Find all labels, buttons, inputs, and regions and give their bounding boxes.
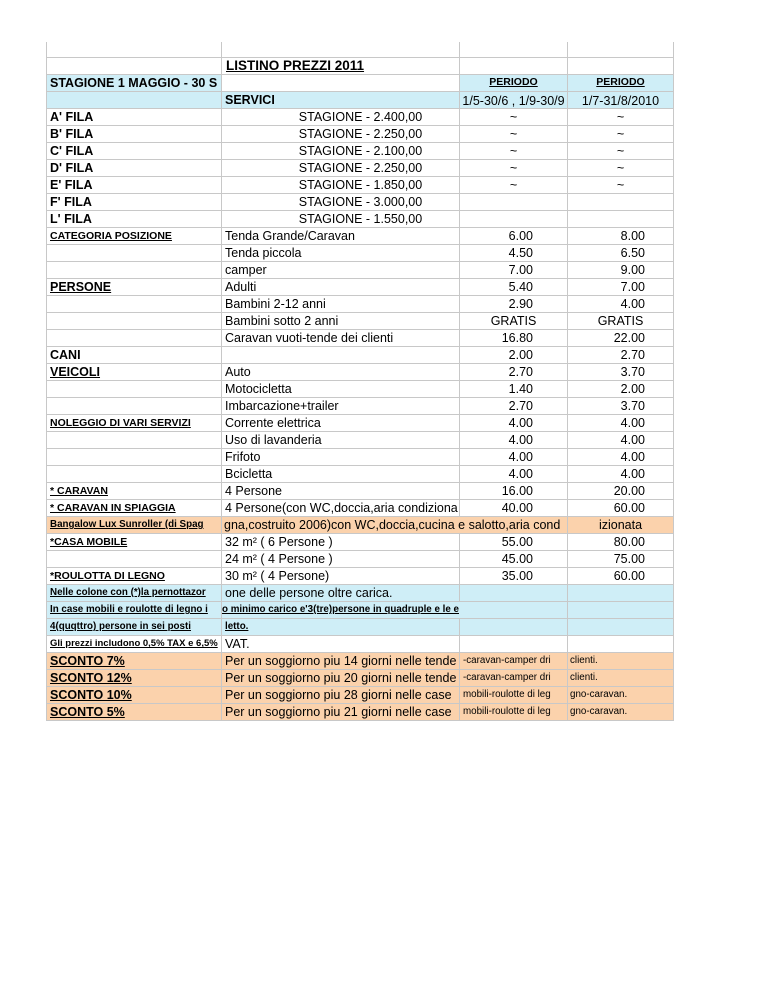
price-row [46, 500, 674, 517]
discount-text[interactable]: Per un soggiorno piu 21 giorni nelle case [222, 704, 460, 721]
row-service[interactable]: 24 m² ( 4 Persone ) [222, 551, 460, 568]
roulotta-row [46, 568, 674, 585]
cell[interactable] [46, 58, 222, 75]
discount-row [46, 687, 674, 704]
row-label[interactable] [46, 330, 222, 347]
row-service[interactable]: 4 Persone [222, 483, 460, 500]
season-header[interactable]: STAGIONE 1 MAGGIO - 30 S [46, 75, 222, 92]
roulotta-label[interactable]: *ROULOTTA DI LEGNO [46, 568, 222, 585]
price-period-1[interactable]: 1.40 [460, 381, 568, 398]
row-label[interactable]: B' FILA [46, 126, 222, 143]
price-period-2[interactable] [568, 211, 674, 228]
price-row [46, 143, 674, 160]
price-period-2[interactable]: 4.00 [568, 296, 674, 313]
row-label[interactable]: VEICOLI [46, 364, 222, 381]
price-row [46, 347, 674, 364]
row-label[interactable]: * CARAVAN IN SPIAGGIA [46, 500, 222, 517]
row-label[interactable] [46, 296, 222, 313]
discount-row [46, 670, 674, 687]
row-label[interactable]: * CARAVAN [46, 483, 222, 500]
price-period-2[interactable]: 4.00 [568, 449, 674, 466]
row-service[interactable]: STAGIONE - 2.250,00 [222, 126, 460, 143]
discount-text-end[interactable]: gno-caravan. [568, 704, 674, 721]
cell[interactable] [46, 42, 222, 58]
bungalow-description-end[interactable]: izionata [568, 517, 674, 534]
price-period-1[interactable]: ~ [460, 143, 568, 160]
row-label[interactable] [46, 449, 222, 466]
price-period-2[interactable]: 2.70 [568, 347, 674, 364]
note-label[interactable]: Nelle colone con (*)la pernottazor [46, 585, 222, 602]
row-service[interactable]: 4 Persone(con WC,doccia,aria condiziona [222, 500, 460, 517]
row-service[interactable]: STAGIONE - 3.000,00 [222, 194, 460, 211]
services-header[interactable]: SERVICI [222, 92, 460, 109]
cell[interactable] [460, 585, 568, 602]
price-period-2[interactable]: 8.00 [568, 228, 674, 245]
price-period-2[interactable]: 6.50 [568, 245, 674, 262]
row-label[interactable]: A' FILA [46, 109, 222, 126]
price-period-1[interactable]: 4.00 [460, 415, 568, 432]
price-row [46, 109, 674, 126]
row-service[interactable]: Caravan vuoti-tende dei clienti [222, 330, 460, 347]
cell[interactable] [460, 42, 568, 58]
bungalow-description-text: gna,costruito 2006)con WC,doccia,cucina e salotto,aria cond [224, 518, 561, 532]
note-text[interactable]: o minimo carico e'3(tre)persone in quadruple e le e [222, 602, 568, 619]
casa-mobile-row [46, 551, 674, 568]
note-label[interactable]: In case mobili e roulotte di legno i [46, 602, 222, 619]
row-label[interactable]: D' FILA [46, 160, 222, 177]
price-row [46, 262, 674, 279]
price-period-1[interactable]: 16.80 [460, 330, 568, 347]
casa-mobile-rows [46, 534, 674, 568]
row-label[interactable] [46, 398, 222, 415]
price-period-1[interactable]: GRATIS [460, 313, 568, 330]
price-period-2[interactable]: 22.00 [568, 330, 674, 347]
row-service[interactable] [222, 347, 460, 364]
discount-label[interactable]: SCONTO 7% [46, 653, 222, 670]
row-service[interactable]: Tenda Grande/Caravan [222, 228, 460, 245]
price-period-1[interactable]: 40.00 [460, 500, 568, 517]
discount-text-cont[interactable]: mobili-roulotte di leg [460, 704, 568, 721]
price-period-1[interactable]: 2.70 [460, 398, 568, 415]
row-service[interactable]: STAGIONE - 1.550,00 [222, 211, 460, 228]
price-period-1[interactable]: 2.90 [460, 296, 568, 313]
price-period-1[interactable]: 4.50 [460, 245, 568, 262]
row-label[interactable]: *CASA MOBILE [46, 534, 222, 551]
price-row [46, 483, 674, 500]
discount-text-cont[interactable]: -caravan-camper dri [460, 653, 568, 670]
price-row [46, 398, 674, 415]
price-row [46, 415, 674, 432]
bungalow-label[interactable]: Bangalow Lux Sunroller (di Spag [46, 517, 222, 534]
row-label[interactable] [46, 551, 222, 568]
row-service[interactable]: STAGIONE - 1.850,00 [222, 177, 460, 194]
note-text[interactable]: VAT. [222, 636, 460, 653]
season-row [46, 75, 674, 92]
cell[interactable] [460, 58, 568, 75]
row-label[interactable]: CANI [46, 347, 222, 364]
price-period-1[interactable]: ~ [460, 109, 568, 126]
discount-label[interactable]: SCONTO 12% [46, 670, 222, 687]
price-period-2[interactable]: 75.00 [568, 551, 674, 568]
bungalow-row [46, 517, 674, 534]
period-label-2[interactable]: PERIODO [568, 75, 674, 92]
price-period-2[interactable]: 9.00 [568, 262, 674, 279]
row-label[interactable]: CATEGORIA POSIZIONE [46, 228, 222, 245]
blank-row [46, 42, 674, 58]
row-label[interactable]: C' FILA [46, 143, 222, 160]
price-row [46, 449, 674, 466]
discount-row [46, 704, 674, 721]
price-row [46, 381, 674, 398]
cell[interactable] [460, 636, 568, 653]
row-service[interactable]: STAGIONE - 2.400,00 [222, 109, 460, 126]
row-service[interactable]: Uso di lavanderia [222, 432, 460, 449]
price-period-1[interactable]: ~ [460, 177, 568, 194]
bungalow-description[interactable] [222, 517, 568, 534]
discount-text-end[interactable]: clienti. [568, 653, 674, 670]
price-period-1[interactable] [460, 194, 568, 211]
note-row [46, 636, 674, 653]
row-service[interactable]: Tenda piccola [222, 245, 460, 262]
price-period-1[interactable] [460, 211, 568, 228]
price-row [46, 466, 674, 483]
price-row [46, 330, 674, 347]
discount-text[interactable]: Per un soggiorno piu 20 giorni nelle tende [222, 670, 460, 687]
row-label[interactable] [46, 381, 222, 398]
price-period-1[interactable]: 55.00 [460, 534, 568, 551]
price-period-2[interactable]: 80.00 [568, 534, 674, 551]
price-period-2[interactable]: 4.00 [568, 415, 674, 432]
cell[interactable] [46, 92, 222, 109]
cell[interactable] [568, 585, 674, 602]
title-row [46, 58, 674, 75]
price-period-1[interactable]: 4.00 [460, 449, 568, 466]
cell[interactable] [568, 58, 674, 75]
row-service[interactable]: Adulti [222, 279, 460, 296]
price-period-1[interactable]: 7.00 [460, 262, 568, 279]
discount-text-end[interactable]: gno-caravan. [568, 687, 674, 704]
note-label[interactable]: 4(quqttro) persone in sei posti [46, 619, 222, 636]
price-period-2[interactable]: 4.00 [568, 432, 674, 449]
discount-text-cont[interactable]: -caravan-camper dri [460, 670, 568, 687]
price-period-1[interactable]: 6.00 [460, 228, 568, 245]
price-row [46, 228, 674, 245]
row-service[interactable]: STAGIONE - 2.250,00 [222, 160, 460, 177]
row-label[interactable]: E' FILA [46, 177, 222, 194]
roulotta-price-1[interactable]: 35.00 [460, 568, 568, 585]
discount-row [46, 653, 674, 670]
price-period-1[interactable]: 45.00 [460, 551, 568, 568]
price-period-2[interactable]: ~ [568, 177, 674, 194]
discount-rows [46, 653, 674, 721]
period-label-1[interactable]: PERIODO [460, 75, 568, 92]
discount-text[interactable]: Per un soggiorno piu 14 giorni nelle tende [222, 653, 460, 670]
cell[interactable] [568, 619, 674, 636]
note-text[interactable]: one delle persone oltre carica. [222, 585, 460, 602]
price-list-sheet [46, 42, 674, 721]
discount-text[interactable]: Per un soggiorno piu 28 giorni nelle case [222, 687, 460, 704]
price-period-2[interactable]: 3.70 [568, 398, 674, 415]
row-label[interactable] [46, 466, 222, 483]
roulotta-desc[interactable]: 30 m² ( 4 Persone) [222, 568, 460, 585]
price-row [46, 194, 674, 211]
row-service[interactable]: Auto [222, 364, 460, 381]
price-row [46, 296, 674, 313]
price-period-2[interactable]: 7.00 [568, 279, 674, 296]
note-row [46, 619, 674, 636]
price-period-2[interactable]: 20.00 [568, 483, 674, 500]
price-period-2[interactable] [568, 194, 674, 211]
note-row [46, 602, 674, 619]
cell[interactable] [568, 636, 674, 653]
discount-text-end[interactable]: clienti. [568, 670, 674, 687]
row-label[interactable]: L' FILA [46, 211, 222, 228]
row-label[interactable] [46, 245, 222, 262]
note-row [46, 585, 674, 602]
discount-text-cont[interactable]: mobili-roulotte di leg [460, 687, 568, 704]
price-period-2[interactable]: ~ [568, 143, 674, 160]
row-service[interactable]: Imbarcazione+trailer [222, 398, 460, 415]
price-period-1[interactable]: 2.00 [460, 347, 568, 364]
price-period-1[interactable]: ~ [460, 126, 568, 143]
row-service[interactable]: Motocicletta [222, 381, 460, 398]
price-period-1[interactable]: 4.00 [460, 432, 568, 449]
row-label[interactable] [46, 313, 222, 330]
note-label[interactable]: Gli prezzi includono 0,5% TAX e 6,5% [46, 636, 222, 653]
row-service[interactable]: 32 m² ( 6 Persone ) [222, 534, 460, 551]
price-period-2[interactable]: 4.00 [568, 466, 674, 483]
cell[interactable] [222, 42, 460, 58]
price-period-2[interactable]: 3.70 [568, 364, 674, 381]
casa-mobile-row [46, 534, 674, 551]
price-period-1[interactable]: 2.70 [460, 364, 568, 381]
row-service[interactable]: Bcicletta [222, 466, 460, 483]
price-period-2[interactable]: ~ [568, 160, 674, 177]
price-row [46, 160, 674, 177]
period-dates-2[interactable]: 1/7-31/8/2010 [568, 92, 674, 109]
row-label[interactable]: PERSONE [46, 279, 222, 296]
price-row [46, 211, 674, 228]
roulotta-price-2[interactable]: 60.00 [568, 568, 674, 585]
row-service[interactable]: Frifoto [222, 449, 460, 466]
price-period-1[interactable]: 16.00 [460, 483, 568, 500]
price-rows [46, 109, 674, 517]
row-service[interactable]: Bambini sotto 2 anni [222, 313, 460, 330]
cell[interactable] [568, 602, 674, 619]
cell[interactable] [222, 75, 460, 92]
price-period-1[interactable]: 4.00 [460, 466, 568, 483]
note-text[interactable]: letto. [222, 619, 460, 636]
row-service[interactable]: STAGIONE - 2.100,00 [222, 143, 460, 160]
discount-label[interactable]: SCONTO 5% [46, 704, 222, 721]
price-row [46, 177, 674, 194]
price-period-2[interactable]: 60.00 [568, 500, 674, 517]
cell[interactable] [568, 42, 674, 58]
price-period-1[interactable]: 5.40 [460, 279, 568, 296]
cell[interactable] [460, 619, 568, 636]
row-service[interactable]: Corrente elettrica [222, 415, 460, 432]
price-row [46, 279, 674, 296]
period-dates-1[interactable]: 1/5-30/6 , 1/9-30/9 [460, 92, 568, 109]
price-period-2[interactable]: GRATIS [568, 313, 674, 330]
price-period-1[interactable]: ~ [460, 160, 568, 177]
price-period-2[interactable]: ~ [568, 126, 674, 143]
price-period-2[interactable]: ~ [568, 109, 674, 126]
price-row [46, 245, 674, 262]
row-service[interactable]: camper [222, 262, 460, 279]
price-period-2[interactable]: 2.00 [568, 381, 674, 398]
row-label[interactable]: NOLEGGIO DI VARI SERVIZI [46, 415, 222, 432]
row-label[interactable]: F' FILA [46, 194, 222, 211]
price-row [46, 432, 674, 449]
price-row [46, 313, 674, 330]
page-title[interactable]: LISTINO PREZZI 2011 [222, 58, 460, 75]
price-row [46, 126, 674, 143]
price-row [46, 364, 674, 381]
services-row [46, 92, 674, 109]
discount-label[interactable]: SCONTO 10% [46, 687, 222, 704]
row-service[interactable]: Bambini 2-12 anni [222, 296, 460, 313]
row-label[interactable] [46, 432, 222, 449]
row-label[interactable] [46, 262, 222, 279]
